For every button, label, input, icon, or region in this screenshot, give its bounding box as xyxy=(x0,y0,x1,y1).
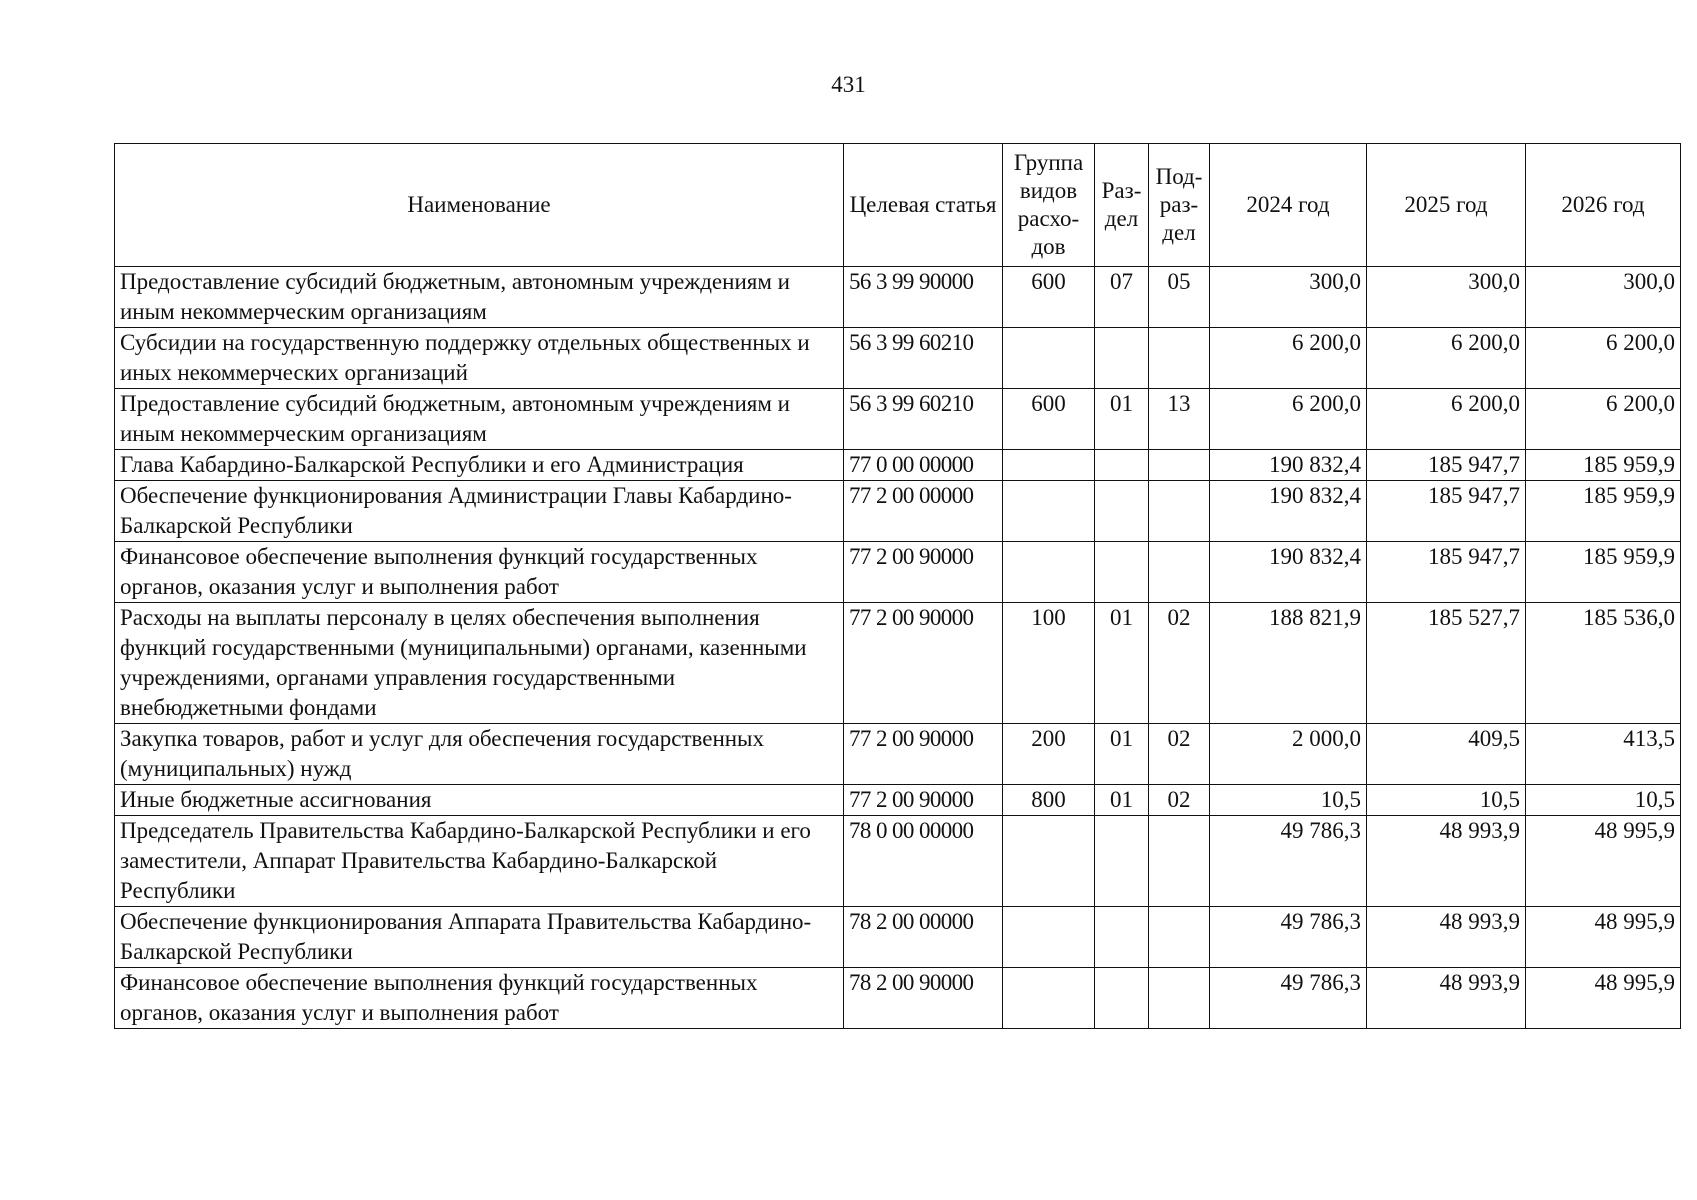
cell-group: 100 xyxy=(1003,603,1095,724)
cell-name: Председатель Правительства Кабардино-Балкарской Республики и его заместители, Аппарат Правительства Кабардино-Балкарской Республики xyxy=(115,816,844,907)
cell-target: 77 2 00 90000 xyxy=(844,724,1003,785)
cell-subsection xyxy=(1149,328,1210,389)
cell-target: 78 2 00 00000 xyxy=(844,907,1003,968)
cell-subsection xyxy=(1149,481,1210,542)
cell-target: 78 2 00 90000 xyxy=(844,968,1003,1029)
cell-2025: 185 527,7 xyxy=(1367,603,1526,724)
cell-section: 01 xyxy=(1095,603,1149,724)
cell-2026: 300,0 xyxy=(1526,267,1681,328)
cell-2024: 6 200,0 xyxy=(1210,328,1367,389)
cell-2026: 185 959,9 xyxy=(1526,450,1681,481)
table-row xyxy=(115,542,1681,603)
cell-2024: 49 786,3 xyxy=(1210,968,1367,1029)
cell-section: 07 xyxy=(1095,267,1149,328)
cell-subsection xyxy=(1149,968,1210,1029)
header-2024: 2024 год xyxy=(1210,144,1367,267)
cell-name: Обеспечение функционирования Аппарата Правительства Кабардино-Балкарской Республики xyxy=(115,907,844,968)
cell-group xyxy=(1003,816,1095,907)
table-row xyxy=(115,389,1681,450)
cell-2026: 48 995,9 xyxy=(1526,907,1681,968)
cell-group: 200 xyxy=(1003,724,1095,785)
budget-table xyxy=(114,143,1681,1029)
table-row xyxy=(115,450,1681,481)
table-header-row xyxy=(115,144,1681,267)
cell-2026: 48 995,9 xyxy=(1526,968,1681,1029)
page-number: 431 xyxy=(831,72,866,97)
cell-2025: 10,5 xyxy=(1367,785,1526,816)
header-subsection: Под-раз-дел xyxy=(1149,144,1210,267)
cell-group xyxy=(1003,450,1095,481)
cell-section: 01 xyxy=(1095,724,1149,785)
cell-target: 77 2 00 90000 xyxy=(844,785,1003,816)
cell-group: 800 xyxy=(1003,785,1095,816)
cell-2024: 300,0 xyxy=(1210,267,1367,328)
cell-2025: 409,5 xyxy=(1367,724,1526,785)
cell-name: Финансовое обеспечение выполнения функций государственных органов, оказания услуг и выполнения работ xyxy=(115,542,844,603)
cell-2026: 185 959,9 xyxy=(1526,481,1681,542)
cell-section xyxy=(1095,481,1149,542)
cell-2024: 49 786,3 xyxy=(1210,907,1367,968)
cell-group xyxy=(1003,481,1095,542)
cell-subsection: 05 xyxy=(1149,267,1210,328)
cell-section xyxy=(1095,816,1149,907)
table-row xyxy=(115,724,1681,785)
table-row xyxy=(115,481,1681,542)
cell-section: 01 xyxy=(1095,389,1149,450)
header-2026: 2026 год xyxy=(1526,144,1681,267)
cell-subsection: 13 xyxy=(1149,389,1210,450)
cell-2024: 188 821,9 xyxy=(1210,603,1367,724)
cell-name: Субсидии на государственную поддержку отдельных общественных и иных некоммерческих организаций xyxy=(115,328,844,389)
cell-subsection: 02 xyxy=(1149,785,1210,816)
cell-group: 600 xyxy=(1003,389,1095,450)
cell-2025: 48 993,9 xyxy=(1367,968,1526,1029)
cell-target: 77 2 00 90000 xyxy=(844,542,1003,603)
cell-2026: 48 995,9 xyxy=(1526,816,1681,907)
cell-group xyxy=(1003,542,1095,603)
cell-2024: 10,5 xyxy=(1210,785,1367,816)
cell-subsection xyxy=(1149,816,1210,907)
cell-group: 600 xyxy=(1003,267,1095,328)
table-row xyxy=(115,968,1681,1029)
cell-2024: 190 832,4 xyxy=(1210,450,1367,481)
cell-target: 78 0 00 00000 xyxy=(844,816,1003,907)
table-row xyxy=(115,603,1681,724)
cell-section xyxy=(1095,968,1149,1029)
cell-name: Расходы на выплаты персоналу в целях обеспечения выполнения функций государственными (муниципальными) органами, казенными учреждениями, органами управления государственными внебюджетными фондами xyxy=(115,603,844,724)
cell-target: 77 2 00 90000 xyxy=(844,603,1003,724)
cell-2025: 48 993,9 xyxy=(1367,816,1526,907)
cell-name: Обеспечение функционирования Администрации Главы Кабардино-Балкарской Республики xyxy=(115,481,844,542)
header-2025: 2025 год xyxy=(1367,144,1526,267)
cell-2025: 300,0 xyxy=(1367,267,1526,328)
cell-target: 56 3 99 60210 xyxy=(844,389,1003,450)
cell-2024: 49 786,3 xyxy=(1210,816,1367,907)
cell-target: 77 0 00 00000 xyxy=(844,450,1003,481)
cell-name: Иные бюджетные ассигнования xyxy=(115,785,844,816)
header-section: Раз-дел xyxy=(1095,144,1149,267)
cell-name: Предоставление субсидий бюджетным, автономным учреждениям и иным некоммерческим организациям xyxy=(115,389,844,450)
cell-subsection xyxy=(1149,450,1210,481)
cell-2026: 185 536,0 xyxy=(1526,603,1681,724)
cell-2026: 6 200,0 xyxy=(1526,389,1681,450)
cell-target: 56 3 99 60210 xyxy=(844,328,1003,389)
cell-2024: 2 000,0 xyxy=(1210,724,1367,785)
cell-2026: 185 959,9 xyxy=(1526,542,1681,603)
header-name: Наименование xyxy=(115,144,844,267)
header-target: Целевая статья xyxy=(844,144,1003,267)
cell-2025: 6 200,0 xyxy=(1367,389,1526,450)
table-body xyxy=(115,267,1681,1029)
cell-name: Закупка товаров, работ и услуг для обеспечения государственных (муниципальных) нужд xyxy=(115,724,844,785)
cell-group xyxy=(1003,968,1095,1029)
cell-subsection xyxy=(1149,542,1210,603)
cell-2024: 6 200,0 xyxy=(1210,389,1367,450)
cell-2026: 10,5 xyxy=(1526,785,1681,816)
cell-2024: 190 832,4 xyxy=(1210,481,1367,542)
cell-subsection: 02 xyxy=(1149,603,1210,724)
cell-section xyxy=(1095,907,1149,968)
cell-2026: 413,5 xyxy=(1526,724,1681,785)
cell-2024: 190 832,4 xyxy=(1210,542,1367,603)
header-group: Группа видов расхо-дов xyxy=(1003,144,1095,267)
cell-group xyxy=(1003,907,1095,968)
table-row xyxy=(115,816,1681,907)
cell-name: Финансовое обеспечение выполнения функций государственных органов, оказания услуг и выполнения работ xyxy=(115,968,844,1029)
cell-2026: 6 200,0 xyxy=(1526,328,1681,389)
table-row xyxy=(115,267,1681,328)
cell-section: 01 xyxy=(1095,785,1149,816)
cell-subsection: 02 xyxy=(1149,724,1210,785)
table-row xyxy=(115,785,1681,816)
cell-group xyxy=(1003,328,1095,389)
cell-target: 77 2 00 00000 xyxy=(844,481,1003,542)
cell-2025: 185 947,7 xyxy=(1367,450,1526,481)
cell-section xyxy=(1095,542,1149,603)
table-row xyxy=(115,328,1681,389)
cell-2025: 185 947,7 xyxy=(1367,481,1526,542)
cell-2025: 48 993,9 xyxy=(1367,907,1526,968)
cell-name: Глава Кабардино-Балкарской Республики и его Администрация xyxy=(115,450,844,481)
cell-section xyxy=(1095,450,1149,481)
table-row xyxy=(115,907,1681,968)
cell-subsection xyxy=(1149,907,1210,968)
cell-2025: 185 947,7 xyxy=(1367,542,1526,603)
cell-target: 56 3 99 90000 xyxy=(844,267,1003,328)
cell-section xyxy=(1095,328,1149,389)
cell-name: Предоставление субсидий бюджетным, автономным учреждениям и иным некоммерческим организациям xyxy=(115,267,844,328)
cell-2025: 6 200,0 xyxy=(1367,328,1526,389)
